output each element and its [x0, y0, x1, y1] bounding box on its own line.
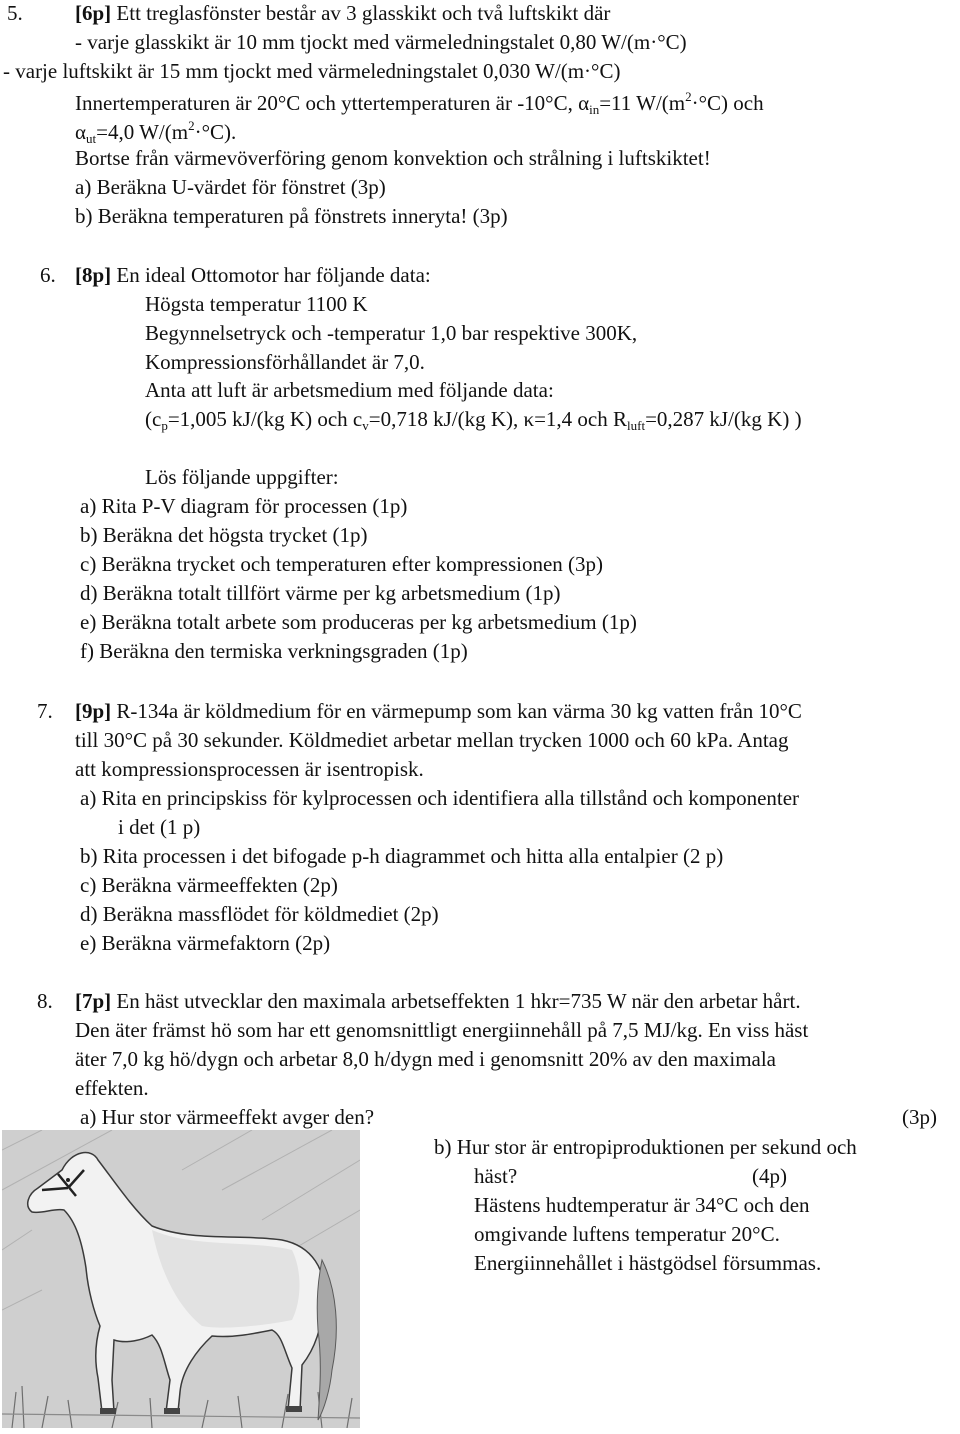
- horse-illustration: [2, 1130, 360, 1428]
- q6-header: [75, 265, 431, 286]
- q6-data-c: =0,718 kJ/(kg K), κ=1,4 och R: [368, 407, 627, 431]
- q7-task-a-cont: i det (1 p): [118, 815, 201, 839]
- q8-ambient-temp: omgivande luftens temperatur 20°C.: [474, 1222, 780, 1246]
- q7-task-a: a) Rita en principskiss för kylprocessen och identifiera alla tillstånd och komponenter: [80, 786, 800, 810]
- q8-text-1: En häst utvecklar den maximala arbetseffekten 1 hkr=735 W när den arbetar hårt.: [116, 989, 801, 1013]
- cp-subscript: p: [161, 418, 168, 433]
- q5-task-b: b) Beräkna temperaturen på fönstrets inneryta! (3p): [75, 204, 508, 228]
- alpha-in-subscript: in: [589, 102, 600, 117]
- q6-number: 6.: [40, 263, 56, 287]
- q8-task-b-cont: häst?: [474, 1164, 518, 1188]
- alpha-ut-subscript: ut: [86, 131, 97, 146]
- q5-number: 5.: [7, 1, 23, 25]
- q6-assume-air: Anta att luft är arbetsmedium med följande data:: [145, 378, 554, 402]
- q8-task-b-points: (4p): [752, 1164, 787, 1188]
- q5-intro: Ett treglasfönster består av 3 glasskikt och två luftskikt där: [116, 1, 611, 25]
- q5-temp-text-c: ·°C) och: [691, 91, 764, 115]
- horse-drawing: [2, 1130, 360, 1428]
- q5-note: Bortse från värmevöverföring genom konvektion och strålning i luftskiktet!: [75, 146, 711, 170]
- q8-points: [7p]: [75, 989, 112, 1013]
- q7-task-d: d) Beräkna massflödet för köldmediet (2p): [80, 902, 439, 926]
- q8-line-4: effekten.: [75, 1076, 149, 1100]
- q5-temperature-line: [75, 90, 764, 116]
- q8-task-a: a) Hur stor värmeeffekt avger den?: [80, 1105, 375, 1129]
- q7-points: [9p]: [75, 699, 112, 723]
- q6-data-b: =1,005 kJ/(kg K) och c: [167, 407, 363, 431]
- q7-text-1: R-134a är köldmedium för en värmepump som kan värma 30 kg vatten från 10°C: [116, 699, 802, 723]
- q6-task-b: b) Beräkna det högsta trycket (1p): [80, 523, 368, 547]
- q7-line-1: [75, 701, 802, 722]
- q6-data-d: =0,287 kJ/(kg K) ): [645, 407, 802, 431]
- q7-line-2: till 30°C på 30 sekunder. Köldmediet arbetar mellan trycken 1000 och 60 kPa. Antag: [75, 728, 789, 752]
- q7-number: 7.: [37, 699, 53, 723]
- q5-alpha-ut-line: [75, 119, 236, 145]
- r-luft-subscript: luft: [627, 418, 646, 433]
- q6-initial-state: Begynnelsetryck och -temperatur 1,0 bar respektive 300K,: [145, 321, 638, 345]
- q8-line-2: Den äter främst hö som har ett genomsnittligt energiinnehåll på 7,5 MJ/kg. En viss häst: [75, 1018, 809, 1042]
- q5-alpha-unit: ·°C).: [194, 120, 237, 144]
- q8-skin-temp: Hästens hudtemperatur är 34°C och den: [474, 1193, 810, 1217]
- q6-air-data: [145, 409, 802, 432]
- q6-compression-ratio: Kompressionsförhållandet är 7,0.: [145, 350, 425, 374]
- squared-superscript: 2: [188, 118, 195, 133]
- q5-points: [6p]: [75, 1, 112, 25]
- q7-line-3: att kompressionsprocessen är isentropisk.: [75, 757, 424, 781]
- q8-task-b: b) Hur stor är entropiproduktionen per sekund och: [434, 1135, 857, 1159]
- q6-task-e: e) Beräkna totalt arbete som produceras per kg arbetsmedium (1p): [80, 610, 637, 634]
- q5-temp-text-b: =11 W/(m: [599, 91, 686, 115]
- q5-temp-text-a: Innertemperaturen är 20°C och yttertemperaturen är -10°C, α: [75, 91, 590, 115]
- q5-alpha-value: =4,0 W/(m: [96, 120, 189, 144]
- q7-task-e: e) Beräkna värmefaktorn (2p): [80, 931, 331, 955]
- q6-task-c: c) Beräkna trycket och temperaturen efter kompressionen (3p): [80, 552, 604, 576]
- q6-data-a: (c: [145, 407, 162, 431]
- q8-line-3: äter 7,0 kg hö/dygn och arbetar 8,0 h/dygn med i genomsnitt 20% av den maximala: [75, 1047, 776, 1071]
- q5-alpha-symbol: α: [75, 120, 87, 144]
- q5-air-line: - varje luftskikt är 15 mm tjockt med värmeledningstalet 0,030 W/(m·°C): [3, 59, 621, 83]
- q5-glass-line: - varje glasskikt är 10 mm tjockt med värmeledningstalet 0,80 W/(m·°C): [75, 30, 687, 54]
- q5-header: [75, 3, 610, 24]
- squared-superscript: 2: [685, 89, 692, 104]
- q8-line-1: [75, 991, 801, 1012]
- q8-number: 8.: [37, 989, 53, 1013]
- q7-task-b: b) Rita processen i det bifogade p-h diagrammet och hitta alla entalpier (2 p): [80, 844, 724, 868]
- q7-task-c: c) Beräkna värmeeffekten (2p): [80, 873, 338, 897]
- q6-max-temp: Högsta temperatur 1100 K: [145, 292, 368, 316]
- q6-points: [8p]: [75, 263, 112, 287]
- q6-task-d: d) Beräkna totalt tillfört värme per kg arbetsmedium (1p): [80, 581, 561, 605]
- q6-task-f: f) Beräkna den termiska verkningsgraden (1p): [80, 639, 468, 663]
- q6-tasks-heading: Lös följande uppgifter:: [145, 465, 339, 489]
- q8-dung-note: Energiinnehållet i hästgödsel försummas.: [474, 1251, 822, 1275]
- cv-subscript: v: [362, 418, 369, 433]
- q6-task-a: a) Rita P-V diagram för processen (1p): [80, 494, 408, 518]
- q5-task-a: a) Beräkna U-värdet för fönstret (3p): [75, 175, 386, 199]
- q8-task-a-points: (3p): [902, 1105, 937, 1129]
- q6-intro: En ideal Ottomotor har följande data:: [116, 263, 431, 287]
